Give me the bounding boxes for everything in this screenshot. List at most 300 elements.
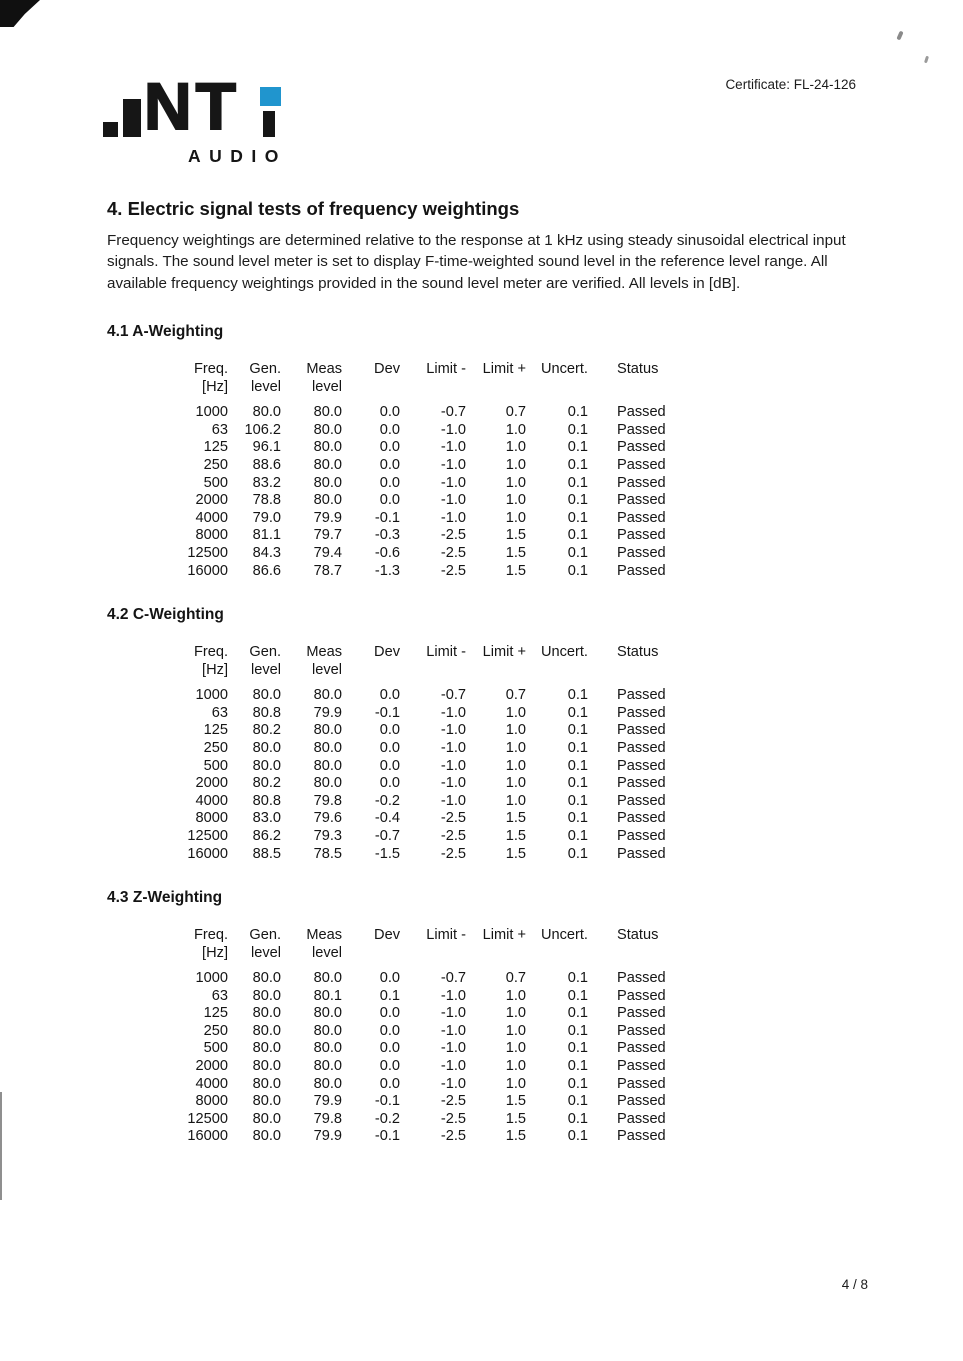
- cell-meas-level: 80.0: [313, 457, 342, 473]
- cell-status: Passed: [617, 987, 666, 1004]
- table-row: [181, 1005, 700, 1023]
- cell-status: Passed: [617, 1005, 666, 1022]
- cell-meas-level: 80.0: [313, 404, 342, 421]
- cell-dev: -0.3: [374, 527, 400, 544]
- cell-dev: 0.0: [379, 757, 400, 774]
- table-body: [181, 687, 700, 863]
- cell-limit-plus: 1.5: [505, 1128, 526, 1145]
- cell-meas-level: 79.9: [313, 509, 342, 526]
- cell-dev: -0.2: [374, 1110, 400, 1127]
- cell-freq-hz: 4000: [195, 1075, 228, 1092]
- cell-limit-plus: 1.0: [505, 439, 526, 456]
- cell-status: Passed: [617, 421, 666, 438]
- cell-dev: 0.0: [379, 439, 400, 456]
- column-header-freq-hz: Freq. [Hz]: [193, 927, 228, 961]
- cell-uncert: 0.1: [567, 757, 588, 774]
- cell-uncert: 0.1: [567, 1093, 588, 1110]
- cell-meas-level: 79.7: [313, 527, 342, 544]
- cell-status: Passed: [617, 1075, 666, 1092]
- cell-limit-plus: 1.0: [505, 775, 526, 792]
- cell-uncert: 0.1: [567, 987, 588, 1004]
- page-number: 4 / 8: [841, 1277, 868, 1292]
- cell-limit-plus: 1.5: [505, 1093, 526, 1110]
- cell-dev: -0.1: [374, 1128, 400, 1145]
- cell-limit-minus: -0.7: [440, 404, 466, 421]
- cell-dev: -0.6: [374, 544, 400, 561]
- cell-limit-plus: 1.0: [505, 792, 526, 809]
- cell-dev: 0.0: [379, 775, 400, 792]
- cell-uncert: 0.1: [567, 1075, 588, 1092]
- cell-gen-level: 80.0: [252, 1128, 281, 1145]
- cell-meas-level: 80.0: [313, 1040, 342, 1057]
- cell-limit-minus: -1.0: [440, 509, 466, 526]
- cell-freq-hz: 2000: [195, 1058, 228, 1075]
- cell-status: Passed: [617, 757, 666, 774]
- cell-limit-plus: 1.0: [505, 739, 526, 756]
- column-header-meas-level: Meas level: [306, 644, 342, 678]
- cell-dev: -0.1: [374, 1093, 400, 1110]
- cell-status: Passed: [617, 527, 666, 544]
- cell-gen-level: 86.6: [252, 562, 281, 579]
- cell-freq-hz: 250: [203, 1022, 228, 1039]
- cell-limit-minus: -1.0: [440, 757, 466, 774]
- logo-square-tall: [123, 99, 141, 137]
- cell-limit-minus: -2.5: [440, 1128, 466, 1145]
- cell-limit-minus: -1.0: [440, 1005, 466, 1022]
- subsection-a-weighting: [107, 323, 855, 580]
- cell-uncert: 0.1: [567, 687, 588, 704]
- cell-gen-level: 80.0: [252, 1110, 281, 1127]
- cell-uncert: 0.1: [567, 827, 588, 844]
- cell-meas-level: 80.0: [313, 687, 342, 704]
- column-header-status: Status: [617, 644, 659, 661]
- cell-uncert: 0.1: [567, 792, 588, 809]
- cell-limit-minus: -1.0: [440, 457, 466, 473]
- cell-freq-hz: 12500: [187, 1110, 228, 1127]
- subsection-title: 4.3 Z-Weighting: [107, 889, 223, 907]
- cell-meas-level: 79.9: [313, 1128, 342, 1145]
- cell-limit-minus: -1.0: [440, 421, 466, 438]
- table-row: [181, 846, 700, 864]
- cell-gen-level: 88.6: [252, 457, 281, 473]
- cell-limit-minus: -2.5: [440, 544, 466, 561]
- cell-meas-level: 78.5: [313, 845, 342, 862]
- cell-uncert: 0.1: [567, 439, 588, 456]
- cell-status: Passed: [617, 1022, 666, 1039]
- cell-meas-level: 79.8: [313, 792, 342, 809]
- cell-dev: 0.0: [379, 474, 400, 491]
- cell-gen-level: 80.0: [252, 1075, 281, 1092]
- logo-square-small: [103, 122, 118, 137]
- cell-uncert: 0.1: [567, 970, 588, 987]
- cell-gen-level: 96.1: [252, 439, 281, 456]
- column-header-limit-minus: Limit -: [426, 927, 466, 944]
- table-header: [181, 927, 700, 970]
- column-header-gen-level: Gen. level: [249, 927, 281, 961]
- cell-uncert: 0.1: [567, 1005, 588, 1022]
- cell-meas-level: 80.0: [313, 1005, 342, 1022]
- cell-meas-level: 80.0: [313, 1075, 342, 1092]
- cell-freq-hz: 1000: [195, 687, 228, 704]
- table-row: [181, 422, 700, 440]
- measurement-table-z-weighting: [181, 927, 700, 1146]
- column-header-uncert: Uncert.: [540, 644, 588, 661]
- table-row: [181, 492, 700, 510]
- column-header-status: Status: [617, 927, 659, 944]
- cell-freq-hz: 16000: [187, 562, 228, 579]
- cell-meas-level: 79.8: [313, 1110, 342, 1127]
- cell-status: Passed: [617, 457, 666, 473]
- table-row: [181, 687, 700, 705]
- cell-status: Passed: [617, 544, 666, 561]
- column-header-dev: Dev: [374, 361, 400, 378]
- cell-meas-level: 80.0: [313, 492, 342, 509]
- cell-meas-level: 79.3: [313, 827, 342, 844]
- table-row: [181, 563, 700, 581]
- cell-uncert: 0.1: [567, 775, 588, 792]
- cell-freq-hz: 1000: [195, 970, 228, 987]
- cell-gen-level: 86.2: [252, 827, 281, 844]
- cell-freq-hz: 12500: [187, 827, 228, 844]
- cell-status: Passed: [617, 810, 666, 827]
- cell-limit-minus: -2.5: [440, 527, 466, 544]
- cell-limit-plus: 1.0: [505, 987, 526, 1004]
- column-header-limit-plus: Limit +: [482, 361, 526, 378]
- cell-dev: 0.0: [379, 421, 400, 438]
- cell-uncert: 0.1: [567, 527, 588, 544]
- cell-gen-level: 80.0: [252, 757, 281, 774]
- cell-uncert: 0.1: [567, 544, 588, 561]
- table-row: [181, 475, 700, 493]
- cell-limit-plus: 1.0: [505, 722, 526, 739]
- cell-meas-level: 80.0: [313, 439, 342, 456]
- cell-limit-minus: -1.0: [440, 704, 466, 721]
- cell-dev: 0.1: [379, 987, 400, 1004]
- cell-gen-level: 80.0: [252, 404, 281, 421]
- cell-status: Passed: [617, 739, 666, 756]
- table-row: [181, 404, 700, 422]
- cell-gen-level: 106.2: [244, 421, 281, 438]
- cell-gen-level: 83.0: [252, 810, 281, 827]
- cell-status: Passed: [617, 404, 666, 421]
- certificate-number: Certificate: FL-24-126: [725, 77, 856, 92]
- subsection-c-weighting: [107, 606, 855, 863]
- column-header-limit-plus: Limit +: [482, 927, 526, 944]
- subsection-z-weighting: [107, 889, 855, 1146]
- cell-limit-plus: 1.0: [505, 1040, 526, 1057]
- cell-status: Passed: [617, 562, 666, 579]
- cell-limit-plus: 1.5: [505, 544, 526, 561]
- column-header-status: Status: [617, 361, 659, 378]
- cell-limit-plus: 1.0: [505, 1022, 526, 1039]
- cell-limit-plus: 0.7: [505, 970, 526, 987]
- cell-freq-hz: 8000: [195, 810, 228, 827]
- cell-gen-level: 80.0: [252, 1022, 281, 1039]
- logo-letter-i-stem: [263, 111, 275, 137]
- cell-gen-level: 80.0: [252, 1005, 281, 1022]
- cell-uncert: 0.1: [567, 1022, 588, 1039]
- cell-limit-minus: -1.0: [440, 722, 466, 739]
- cell-gen-level: 80.0: [252, 987, 281, 1004]
- cell-uncert: 0.1: [567, 474, 588, 491]
- table-row: [181, 1040, 700, 1058]
- table-row: [181, 970, 700, 988]
- cell-limit-minus: -1.0: [440, 1022, 466, 1039]
- cell-uncert: 0.1: [567, 845, 588, 862]
- table-row: [181, 457, 700, 475]
- table-row: [181, 793, 700, 811]
- cell-freq-hz: 8000: [195, 527, 228, 544]
- table-row: [181, 988, 700, 1006]
- column-header-gen-level: Gen. level: [249, 644, 281, 678]
- cell-uncert: 0.1: [567, 1040, 588, 1057]
- cell-dev: -0.2: [374, 792, 400, 809]
- cell-dev: -0.1: [374, 704, 400, 721]
- column-header-dev: Dev: [374, 644, 400, 661]
- cell-freq-hz: 12500: [187, 544, 228, 561]
- cell-limit-plus: 1.5: [505, 827, 526, 844]
- cell-freq-hz: 63: [211, 987, 228, 1004]
- column-header-uncert: Uncert.: [540, 361, 588, 378]
- cell-gen-level: 80.0: [252, 687, 281, 704]
- cell-freq-hz: 2000: [195, 492, 228, 509]
- cell-meas-level: 79.6: [313, 810, 342, 827]
- table-body: [181, 404, 700, 580]
- cell-gen-level: 79.0: [252, 509, 281, 526]
- cell-uncert: 0.1: [567, 404, 588, 421]
- cell-gen-level: 80.0: [252, 1058, 281, 1075]
- cell-dev: -0.4: [374, 810, 400, 827]
- cell-meas-level: 80.0: [313, 421, 342, 438]
- cell-uncert: 0.1: [567, 509, 588, 526]
- column-header-freq-hz: Freq. [Hz]: [193, 361, 228, 395]
- table-row: [181, 828, 700, 846]
- table-row: [181, 1093, 700, 1111]
- column-header-limit-minus: Limit -: [426, 361, 466, 378]
- column-header-gen-level: Gen. level: [249, 361, 281, 395]
- cell-freq-hz: 16000: [187, 845, 228, 862]
- cell-limit-plus: 1.0: [505, 492, 526, 509]
- cell-status: Passed: [617, 775, 666, 792]
- cell-status: Passed: [617, 474, 666, 491]
- cell-meas-level: 79.9: [313, 704, 342, 721]
- cell-dev: 0.0: [379, 722, 400, 739]
- table-row: [181, 1023, 700, 1041]
- cell-limit-minus: -1.0: [440, 439, 466, 456]
- cell-limit-minus: -1.0: [440, 1075, 466, 1092]
- cell-limit-minus: -1.0: [440, 1058, 466, 1075]
- table-row: [181, 1128, 700, 1146]
- cell-uncert: 0.1: [567, 739, 588, 756]
- column-header-limit-minus: Limit -: [426, 644, 466, 661]
- cell-dev: -1.3: [374, 562, 400, 579]
- column-header-limit-plus: Limit +: [482, 644, 526, 661]
- table-row: [181, 758, 700, 776]
- column-header-dev: Dev: [374, 927, 400, 944]
- cell-dev: 0.0: [379, 739, 400, 756]
- cell-freq-hz: 500: [203, 1040, 228, 1057]
- cell-status: Passed: [617, 509, 666, 526]
- cell-freq-hz: 1000: [195, 404, 228, 421]
- cell-uncert: 0.1: [567, 562, 588, 579]
- subsections-container: [107, 323, 855, 1146]
- cell-freq-hz: 250: [203, 457, 228, 473]
- cell-uncert: 0.1: [567, 1128, 588, 1145]
- table-row: [181, 510, 700, 528]
- section-title: 4. Electric signal tests of frequency weightings: [107, 198, 520, 219]
- cell-gen-level: 80.0: [252, 1040, 281, 1057]
- cell-freq-hz: 4000: [195, 792, 228, 809]
- table-row: [181, 527, 700, 545]
- cell-limit-minus: -1.0: [440, 474, 466, 491]
- cell-meas-level: 80.0: [313, 1022, 342, 1039]
- cell-freq-hz: 63: [211, 704, 228, 721]
- cell-status: Passed: [617, 970, 666, 987]
- cell-status: Passed: [617, 439, 666, 456]
- cell-gen-level: 81.1: [252, 527, 281, 544]
- cell-dev: 0.0: [379, 1058, 400, 1075]
- table-header: [181, 361, 700, 404]
- table-row: [181, 1111, 700, 1129]
- cell-limit-plus: 1.5: [505, 562, 526, 579]
- cell-gen-level: 80.0: [252, 1093, 281, 1110]
- scan-artifact-speck: [896, 31, 903, 41]
- cell-gen-level: 80.2: [252, 722, 281, 739]
- column-header-uncert: Uncert.: [540, 927, 588, 944]
- cell-freq-hz: 4000: [195, 509, 228, 526]
- cell-limit-plus: 1.0: [505, 1075, 526, 1092]
- scan-artifact-speck: [924, 56, 929, 64]
- cell-gen-level: 84.3: [252, 544, 281, 561]
- cell-dev: 0.0: [379, 457, 400, 473]
- table-row: [181, 545, 700, 563]
- cell-limit-minus: -1.0: [440, 792, 466, 809]
- cell-gen-level: 80.2: [252, 775, 281, 792]
- cell-gen-level: 78.8: [252, 492, 281, 509]
- table-row: [181, 810, 700, 828]
- cell-uncert: 0.1: [567, 1110, 588, 1127]
- cell-limit-plus: 0.7: [505, 404, 526, 421]
- cell-limit-minus: -1.0: [440, 775, 466, 792]
- column-header-freq-hz: Freq. [Hz]: [193, 644, 228, 678]
- cell-freq-hz: 500: [203, 474, 228, 491]
- cell-limit-minus: -1.0: [440, 492, 466, 509]
- cell-status: Passed: [617, 492, 666, 509]
- cell-limit-plus: 1.0: [505, 421, 526, 438]
- subsection-title: 4.1 A-Weighting: [107, 323, 224, 341]
- cell-limit-minus: -2.5: [440, 1093, 466, 1110]
- cell-uncert: 0.1: [567, 457, 588, 473]
- table-row: [181, 1076, 700, 1094]
- cell-gen-level: 83.2: [252, 474, 281, 491]
- cell-limit-plus: 1.0: [505, 757, 526, 774]
- cell-limit-minus: -1.0: [440, 739, 466, 756]
- cell-freq-hz: 125: [203, 722, 228, 739]
- cell-limit-plus: 1.0: [505, 704, 526, 721]
- cell-meas-level: 80.0: [313, 739, 342, 756]
- nti-audio-logo: [100, 69, 310, 167]
- scan-artifact-edge-line: [0, 1092, 2, 1200]
- cell-gen-level: 80.8: [252, 704, 281, 721]
- table-header: [181, 644, 700, 687]
- cell-uncert: 0.1: [567, 492, 588, 509]
- column-header-meas-level: Meas level: [306, 361, 342, 395]
- cell-freq-hz: 125: [203, 439, 228, 456]
- cell-limit-minus: -1.0: [440, 1040, 466, 1057]
- cell-freq-hz: 63: [211, 421, 228, 438]
- cell-limit-minus: -2.5: [440, 562, 466, 579]
- cell-limit-plus: 1.5: [505, 527, 526, 544]
- table-row: [181, 705, 700, 723]
- table-row: [181, 439, 700, 457]
- cell-gen-level: 80.8: [252, 792, 281, 809]
- cell-freq-hz: 2000: [195, 775, 228, 792]
- cell-dev: -0.7: [374, 827, 400, 844]
- cell-dev: -1.5: [374, 845, 400, 862]
- cell-dev: 0.0: [379, 1005, 400, 1022]
- table-row: [181, 740, 700, 758]
- cell-limit-plus: 1.0: [505, 1005, 526, 1022]
- cell-gen-level: 80.0: [252, 970, 281, 987]
- cell-dev: 0.0: [379, 1040, 400, 1057]
- cell-limit-plus: 1.0: [505, 474, 526, 491]
- cell-limit-plus: 1.0: [505, 1058, 526, 1075]
- cell-dev: 0.0: [379, 492, 400, 509]
- cell-freq-hz: 8000: [195, 1093, 228, 1110]
- cell-status: Passed: [617, 1128, 666, 1145]
- cell-uncert: 0.1: [567, 1058, 588, 1075]
- cell-status: Passed: [617, 1110, 666, 1127]
- table-row: [181, 1058, 700, 1076]
- cell-status: Passed: [617, 1093, 666, 1110]
- cell-status: Passed: [617, 845, 666, 862]
- cell-meas-level: 78.7: [313, 562, 342, 579]
- cell-status: Passed: [617, 1058, 666, 1075]
- cell-limit-minus: -1.0: [440, 987, 466, 1004]
- cell-dev: -0.1: [374, 509, 400, 526]
- table-row: [181, 722, 700, 740]
- document-body: [107, 198, 855, 1172]
- cell-limit-minus: -2.5: [440, 810, 466, 827]
- scan-artifact-corner: [0, 0, 40, 27]
- cell-status: Passed: [617, 792, 666, 809]
- cell-freq-hz: 125: [203, 1005, 228, 1022]
- cell-limit-minus: -2.5: [440, 845, 466, 862]
- cell-dev: 0.0: [379, 970, 400, 987]
- cell-limit-plus: 1.0: [505, 457, 526, 473]
- cell-status: Passed: [617, 1040, 666, 1057]
- subsection-title: 4.2 C-Weighting: [107, 606, 224, 624]
- cell-meas-level: 80.0: [313, 775, 342, 792]
- cell-uncert: 0.1: [567, 722, 588, 739]
- cell-gen-level: 88.5: [252, 845, 281, 862]
- cell-limit-minus: -0.7: [440, 970, 466, 987]
- cell-freq-hz: 250: [203, 739, 228, 756]
- cell-meas-level: 80.0: [313, 722, 342, 739]
- cell-status: Passed: [617, 722, 666, 739]
- measurement-table-a-weighting: [181, 361, 700, 580]
- cell-limit-plus: 1.5: [505, 845, 526, 862]
- cell-dev: 0.0: [379, 404, 400, 421]
- cell-meas-level: 80.0: [313, 1058, 342, 1075]
- cell-limit-plus: 0.7: [505, 687, 526, 704]
- cell-status: Passed: [617, 704, 666, 721]
- cell-limit-minus: -2.5: [440, 827, 466, 844]
- cell-freq-hz: 16000: [187, 1128, 228, 1145]
- cell-uncert: 0.1: [567, 704, 588, 721]
- cell-freq-hz: 500: [203, 757, 228, 774]
- cell-gen-level: 80.0: [252, 739, 281, 756]
